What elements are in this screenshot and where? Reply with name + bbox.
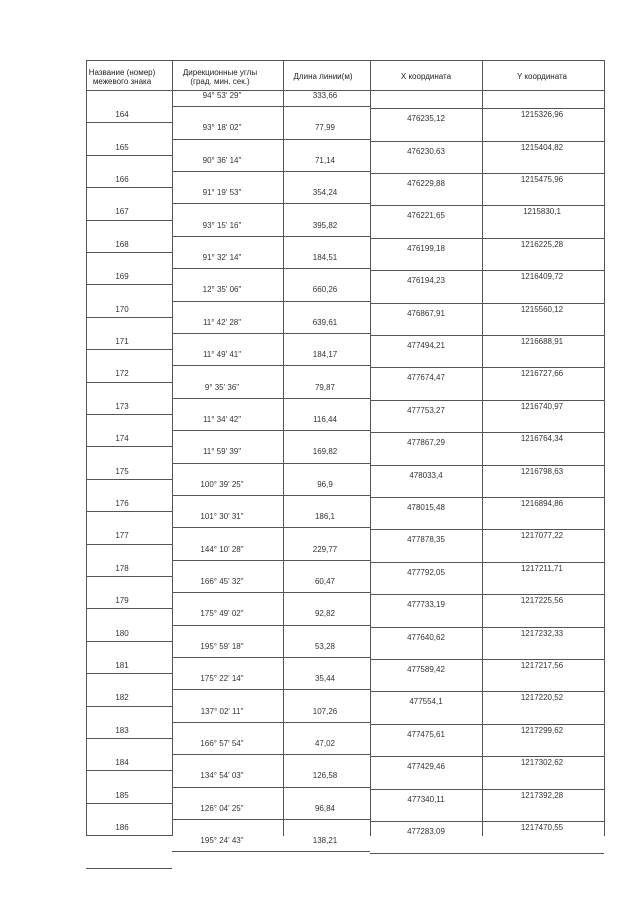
x-coordinate: 477753,27 bbox=[407, 406, 445, 415]
direction-angle: 175° 22' 14" bbox=[200, 674, 244, 683]
direction-angle: 195° 59' 18" bbox=[200, 642, 244, 651]
x-coordinate: 477867,29 bbox=[407, 438, 445, 447]
line-length: 116,44 bbox=[313, 415, 337, 424]
row-divider bbox=[370, 756, 604, 757]
row-divider bbox=[86, 122, 172, 123]
row-divider bbox=[86, 738, 172, 739]
row-divider bbox=[370, 529, 604, 530]
direction-angle: 195° 24' 43" bbox=[200, 836, 244, 845]
x-coordinate: 478015,48 bbox=[407, 503, 445, 512]
row-divider bbox=[172, 333, 370, 334]
row-divider bbox=[172, 139, 370, 140]
row-divider bbox=[370, 659, 604, 660]
x-coordinate: 477283,09 bbox=[407, 827, 445, 836]
row-divider bbox=[370, 303, 604, 304]
x-coordinate: 477640,62 bbox=[407, 633, 445, 642]
row-divider bbox=[86, 349, 172, 350]
boundary-mark-number: 169 bbox=[115, 272, 129, 281]
line-length: 47,02 bbox=[314, 739, 336, 748]
direction-angle: 134° 54' 03" bbox=[200, 771, 244, 780]
column-divider bbox=[370, 60, 371, 836]
row-divider bbox=[172, 398, 370, 399]
row-divider bbox=[370, 238, 604, 239]
y-coordinate: 1215830,1 bbox=[523, 207, 561, 216]
row-divider bbox=[172, 495, 370, 496]
row-divider bbox=[86, 770, 172, 771]
direction-angle: 137° 02' 11" bbox=[200, 707, 244, 716]
y-coordinate: 1217232,33 bbox=[520, 629, 564, 638]
row-divider bbox=[370, 335, 604, 336]
row-divider bbox=[86, 155, 172, 156]
row-divider bbox=[86, 220, 172, 221]
direction-angle: 126° 04' 25" bbox=[200, 804, 244, 813]
row-divider bbox=[86, 576, 172, 577]
boundary-mark-number: 178 bbox=[115, 564, 129, 573]
y-coordinate: 1217470,55 bbox=[520, 823, 564, 832]
x-coordinate: 476194,23 bbox=[407, 276, 445, 285]
row-divider bbox=[172, 236, 370, 237]
y-coordinate: 1216764,34 bbox=[520, 434, 564, 443]
row-divider bbox=[86, 317, 172, 318]
row-divider bbox=[172, 592, 370, 593]
row-divider bbox=[172, 171, 370, 172]
row-divider bbox=[172, 851, 370, 852]
y-coordinate: 1216798,63 bbox=[520, 467, 564, 476]
line-length: 333,66 bbox=[312, 91, 338, 100]
boundary-mark-number: 173 bbox=[115, 402, 129, 411]
boundary-mark-number: 186 bbox=[115, 823, 129, 832]
line-length: 60,47 bbox=[314, 577, 336, 586]
x-coordinate: 476235,12 bbox=[407, 114, 445, 123]
row-divider bbox=[370, 821, 604, 822]
y-coordinate: 1215475,96 bbox=[520, 175, 564, 184]
row-divider bbox=[172, 722, 370, 723]
boundary-mark-number: 172 bbox=[115, 369, 129, 378]
line-length: 77,99 bbox=[314, 123, 336, 132]
direction-angle: 11° 49' 41" bbox=[202, 350, 242, 359]
boundary-mark-number: 182 bbox=[115, 693, 129, 702]
line-length: 126,58 bbox=[312, 771, 338, 780]
row-divider bbox=[370, 465, 604, 466]
header-y: Y координата bbox=[516, 72, 568, 81]
direction-angle: 11° 42' 28" bbox=[202, 318, 242, 327]
x-coordinate: 477589,42 bbox=[407, 665, 445, 674]
row-divider bbox=[86, 544, 172, 545]
line-length: 35,44 bbox=[314, 674, 336, 683]
line-length: 71,14 bbox=[314, 156, 336, 165]
y-coordinate: 1217220,52 bbox=[520, 693, 564, 702]
row-divider bbox=[370, 562, 604, 563]
row-divider bbox=[86, 706, 172, 707]
line-length: 53,28 bbox=[314, 642, 336, 651]
boundary-mark-number: 174 bbox=[115, 434, 129, 443]
boundary-mark-number: 179 bbox=[115, 596, 129, 605]
direction-angle: 11° 34' 42" bbox=[202, 415, 242, 424]
row-divider bbox=[172, 463, 370, 464]
boundary-mark-number: 165 bbox=[115, 143, 129, 152]
direction-angle: 94° 53' 29" bbox=[202, 91, 242, 100]
row-divider bbox=[86, 835, 172, 836]
direction-angle: 93° 15' 16" bbox=[202, 221, 242, 230]
line-length: 660,26 bbox=[312, 285, 338, 294]
boundary-mark-number: 168 bbox=[115, 240, 129, 249]
boundary-mark-number: 181 bbox=[115, 661, 129, 670]
x-coordinate: 477674,47 bbox=[407, 373, 445, 382]
row-divider bbox=[370, 432, 604, 433]
line-length: 639,61 bbox=[312, 318, 338, 327]
direction-angle: 93° 18' 02" bbox=[202, 123, 242, 132]
row-divider bbox=[172, 689, 370, 690]
y-coordinate: 1216727,66 bbox=[520, 369, 564, 378]
x-coordinate: 477340,11 bbox=[407, 795, 445, 804]
row-divider bbox=[370, 691, 604, 692]
x-coordinate: 477733,19 bbox=[407, 600, 445, 609]
row-divider bbox=[86, 608, 172, 609]
y-coordinate: 1215560,12 bbox=[520, 305, 564, 314]
row-divider bbox=[370, 594, 604, 595]
boundary-mark-number: 170 bbox=[115, 305, 129, 314]
x-coordinate: 477494,21 bbox=[407, 341, 445, 350]
row-divider bbox=[172, 787, 370, 788]
direction-angle: 100° 39' 25" bbox=[200, 480, 244, 489]
row-divider bbox=[370, 627, 604, 628]
row-divider bbox=[370, 205, 604, 206]
x-coordinate: 477792,05 bbox=[407, 568, 445, 577]
boundary-mark-number: 171 bbox=[115, 337, 129, 346]
row-divider bbox=[86, 868, 172, 869]
direction-angle: 166° 57' 54" bbox=[200, 739, 244, 748]
y-coordinate: 1217392,28 bbox=[520, 791, 564, 800]
y-coordinate: 1216894,86 bbox=[520, 499, 564, 508]
x-coordinate: 476221,65 bbox=[407, 211, 445, 220]
row-divider bbox=[172, 527, 370, 528]
x-coordinate: 477475,61 bbox=[407, 730, 445, 739]
row-divider bbox=[172, 301, 370, 302]
row-divider bbox=[86, 252, 172, 253]
boundary-mark-number: 175 bbox=[115, 467, 129, 476]
row-divider bbox=[370, 141, 604, 142]
y-coordinate: 1217077,22 bbox=[520, 531, 564, 540]
boundary-mark-number: 176 bbox=[115, 499, 129, 508]
row-divider bbox=[172, 657, 370, 658]
row-divider bbox=[86, 284, 172, 285]
row-divider bbox=[172, 819, 370, 820]
y-coordinate: 1217211,71 bbox=[521, 564, 563, 573]
y-coordinate: 1216688,91 bbox=[520, 337, 564, 346]
row-divider bbox=[172, 625, 370, 626]
y-coordinate: 1217217,56 bbox=[520, 661, 564, 670]
direction-angle: 91° 19' 53" bbox=[202, 188, 242, 197]
row-divider bbox=[172, 106, 370, 107]
x-coordinate: 476867,91 bbox=[407, 309, 445, 318]
column-divider bbox=[283, 60, 284, 836]
line-length: 79,87 bbox=[314, 383, 336, 392]
boundary-mark-number: 164 bbox=[115, 110, 129, 119]
row-divider bbox=[370, 173, 604, 174]
y-coordinate: 1217299,62 bbox=[520, 726, 564, 735]
header-angle: Дирекционные углы (град. мин. сек.) bbox=[182, 68, 258, 86]
header-name: Название (номер) межевого знака bbox=[88, 68, 156, 86]
x-coordinate: 476230,63 bbox=[407, 147, 445, 156]
boundary-mark-number: 183 bbox=[115, 726, 129, 735]
row-divider bbox=[86, 673, 172, 674]
row-divider bbox=[172, 203, 370, 204]
line-length: 229,77 bbox=[312, 545, 338, 554]
direction-angle: 9° 35' 36" bbox=[204, 383, 240, 392]
line-length: 354,24 bbox=[312, 188, 338, 197]
y-coordinate: 1217225,56 bbox=[520, 596, 564, 605]
x-coordinate: 478033,4 bbox=[409, 471, 443, 480]
line-length: 96,9 bbox=[317, 480, 333, 489]
row-divider bbox=[370, 853, 604, 854]
line-length: 92,82 bbox=[314, 609, 336, 618]
direction-angle: 166° 45' 32" bbox=[200, 577, 244, 586]
direction-angle: 11° 59' 39" bbox=[202, 447, 242, 456]
row-divider bbox=[370, 400, 604, 401]
direction-angle: 175° 49' 02" bbox=[200, 609, 244, 618]
x-coordinate: 477878,35 bbox=[407, 535, 445, 544]
column-divider bbox=[604, 60, 605, 836]
y-coordinate: 1215404,82 bbox=[520, 143, 564, 152]
row-divider bbox=[86, 803, 172, 804]
header-length: Длина линии(м) bbox=[293, 72, 353, 81]
boundary-mark-number: 185 bbox=[115, 791, 129, 800]
column-divider bbox=[172, 60, 173, 836]
line-length: 184,17 bbox=[312, 350, 338, 359]
boundary-mark-number: 166 bbox=[115, 175, 129, 184]
row-divider bbox=[86, 382, 172, 383]
row-divider bbox=[172, 754, 370, 755]
row-divider bbox=[370, 789, 604, 790]
y-coordinate: 1217302,62 bbox=[520, 758, 564, 767]
boundary-mark-number: 184 bbox=[115, 758, 129, 767]
row-divider bbox=[86, 414, 172, 415]
y-coordinate: 1216740,97 bbox=[520, 402, 564, 411]
row-divider bbox=[370, 497, 604, 498]
row-divider bbox=[86, 479, 172, 480]
direction-angle: 12° 35' 06" bbox=[202, 285, 242, 294]
row-divider bbox=[172, 268, 370, 269]
row-divider bbox=[86, 511, 172, 512]
header-x: X координата bbox=[400, 72, 452, 81]
row-divider bbox=[370, 270, 604, 271]
row-divider bbox=[86, 641, 172, 642]
x-coordinate: 476229,88 bbox=[407, 179, 445, 188]
row-divider bbox=[86, 446, 172, 447]
x-coordinate: 476199,18 bbox=[407, 244, 445, 253]
boundary-mark-number: 177 bbox=[115, 531, 129, 540]
row-divider bbox=[172, 430, 370, 431]
line-length: 395,82 bbox=[312, 221, 338, 230]
line-length: 96,84 bbox=[314, 804, 336, 813]
direction-angle: 90° 36' 14" bbox=[202, 156, 242, 165]
row-divider bbox=[172, 560, 370, 561]
y-coordinate: 1216409,72 bbox=[520, 272, 564, 281]
row-divider bbox=[172, 365, 370, 366]
table-top-border bbox=[86, 60, 604, 61]
direction-angle: 101° 30' 31" bbox=[200, 512, 244, 521]
line-length: 138,21 bbox=[312, 836, 338, 845]
y-coordinate: 1216225,28 bbox=[520, 240, 564, 249]
x-coordinate: 477554,1 bbox=[409, 697, 443, 706]
y-coordinate: 1215326,96 bbox=[520, 110, 564, 119]
line-length: 186,1 bbox=[314, 512, 336, 521]
row-divider bbox=[370, 724, 604, 725]
row-divider bbox=[370, 108, 604, 109]
x-coordinate: 477429,46 bbox=[407, 762, 445, 771]
row-divider bbox=[370, 367, 604, 368]
direction-angle: 91° 32' 14" bbox=[202, 253, 242, 262]
direction-angle: 144° 10' 28" bbox=[200, 545, 244, 554]
line-length: 184,51 bbox=[312, 253, 338, 262]
boundary-mark-number: 180 bbox=[115, 629, 129, 638]
line-length: 107,26 bbox=[312, 707, 338, 716]
row-divider bbox=[86, 187, 172, 188]
line-length: 169,82 bbox=[312, 447, 338, 456]
boundary-mark-number: 167 bbox=[115, 207, 129, 216]
